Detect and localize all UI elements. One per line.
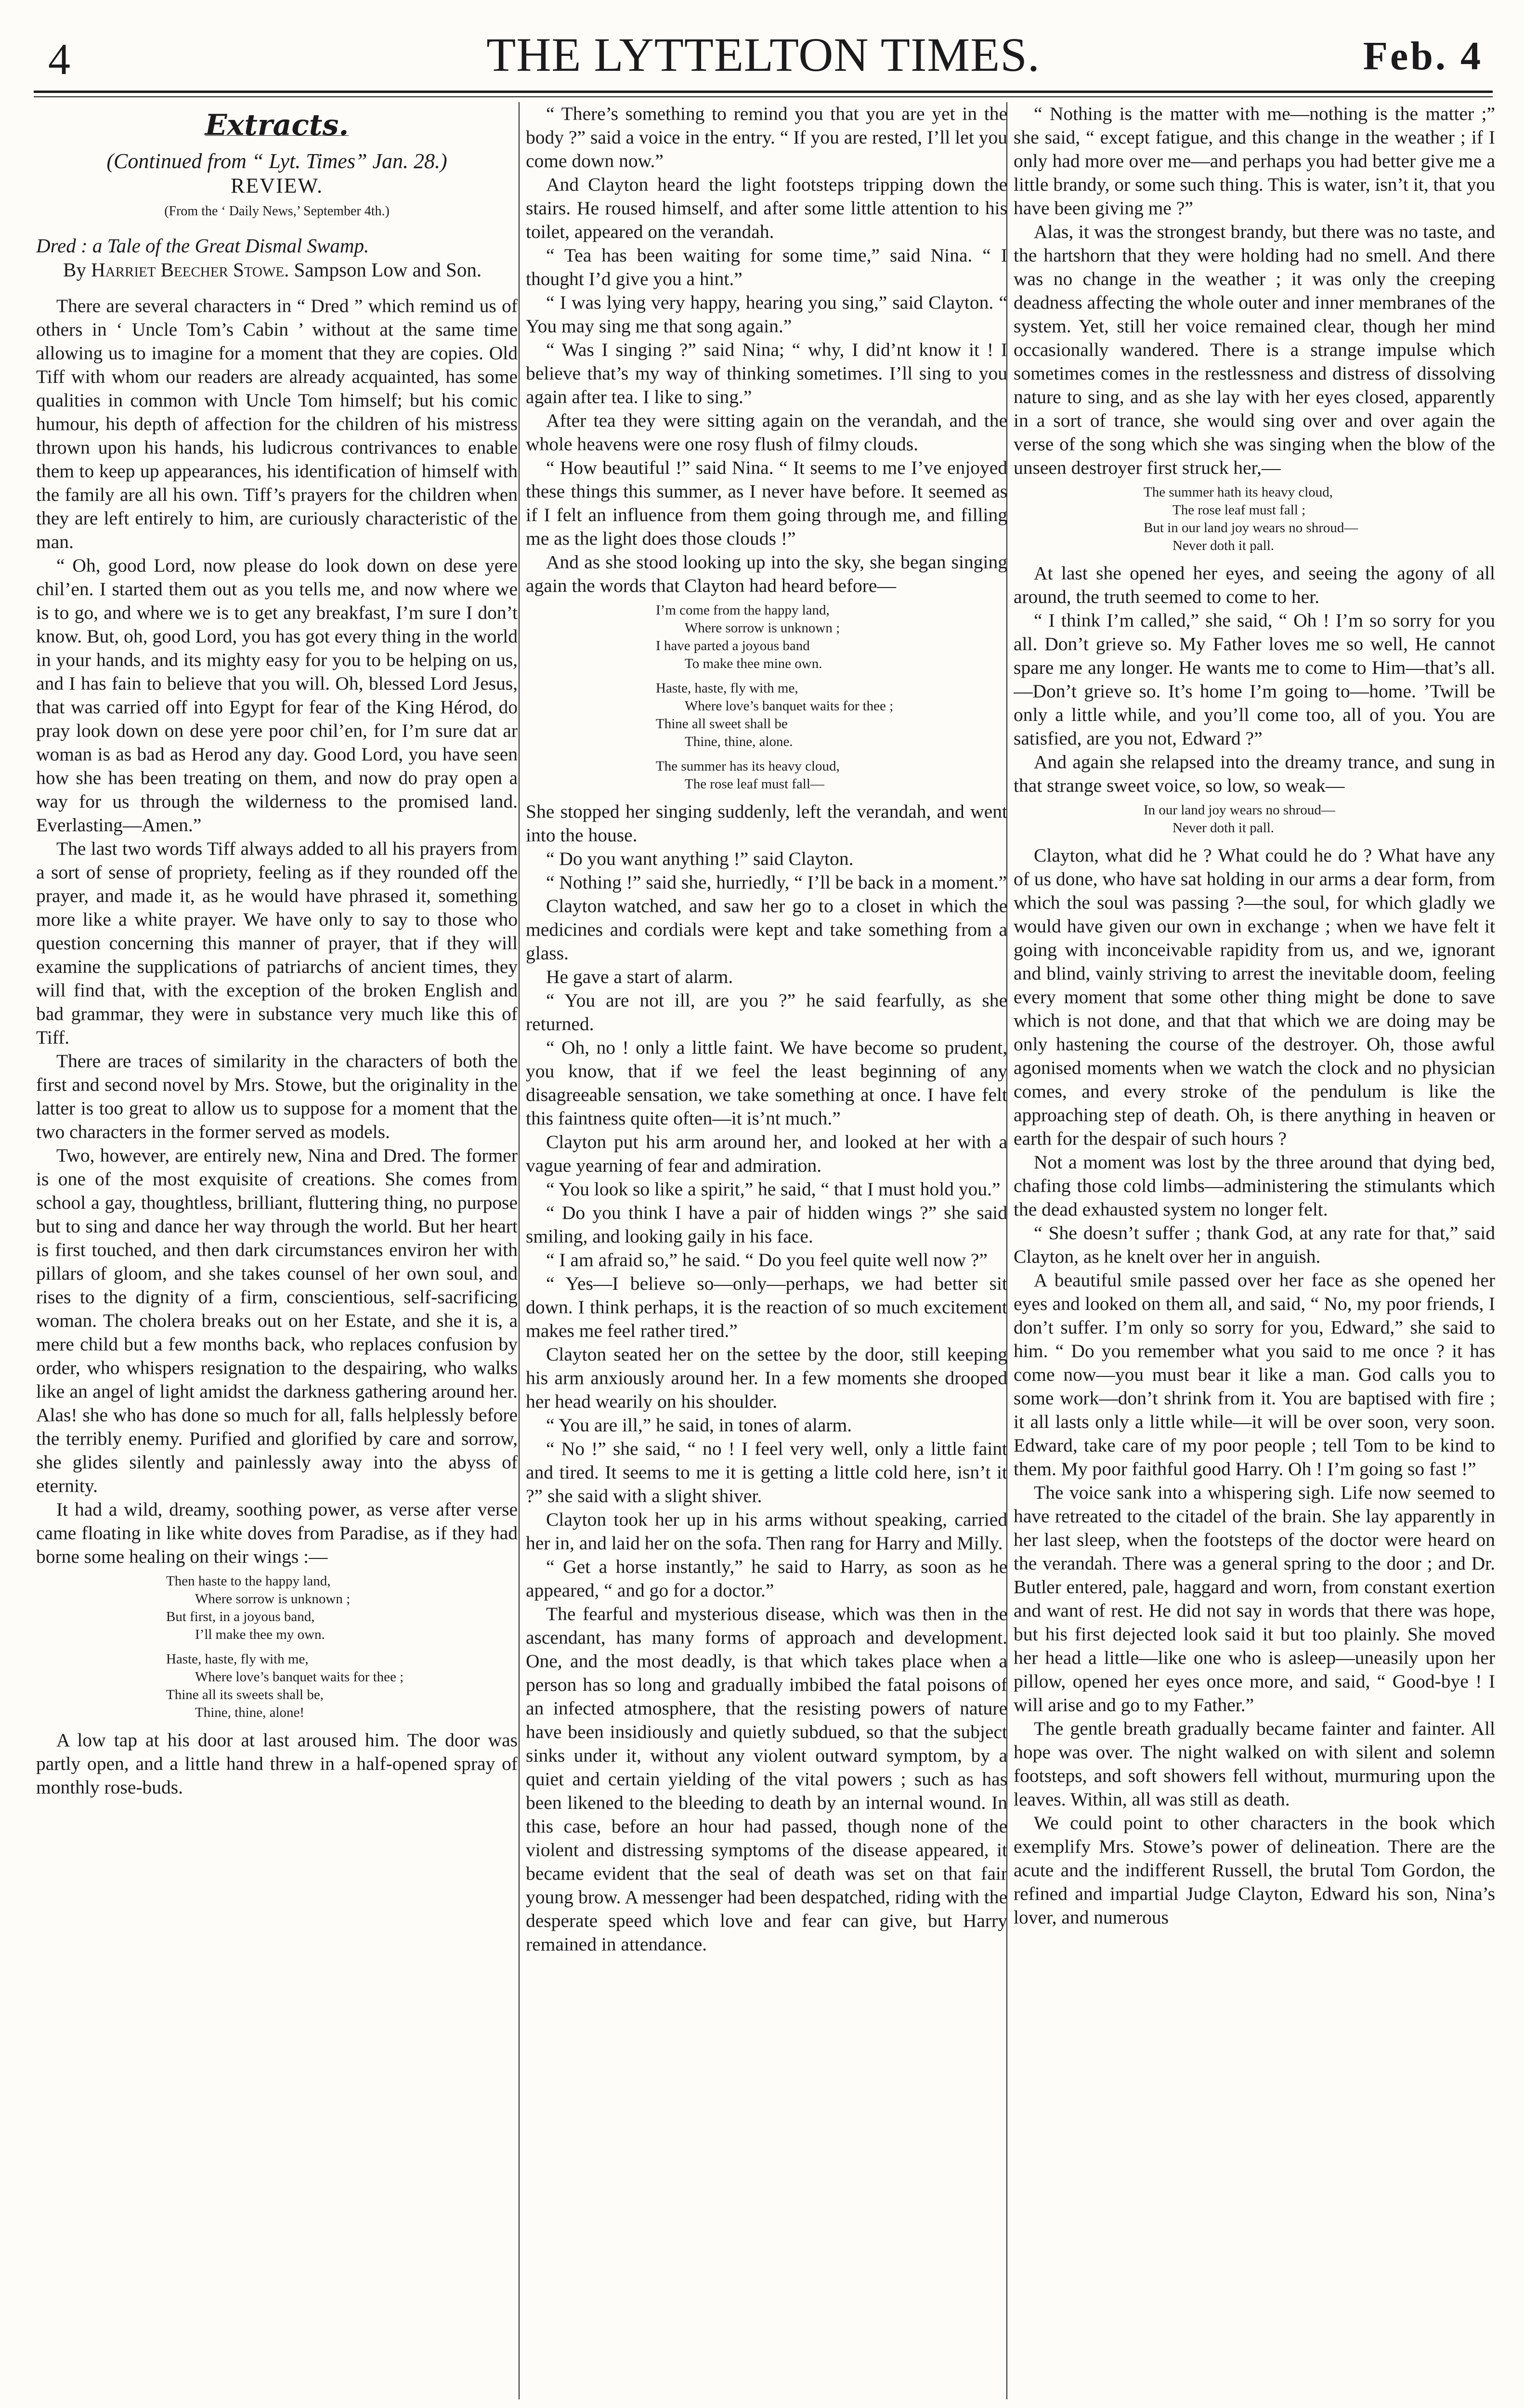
paragraph: Clayton watched, and saw her go to a closet in which the medicines and cordials were kept and take something from a glass. [526, 895, 1007, 964]
book-author: Harriet Beecher Stowe. [91, 259, 289, 281]
paragraph: Clayton, what did he ? What could he do ? What have any of us done, who have sat holding in our arms a dear form, from which the soul was passing ?—the soul, for which gladly we would have given our own in exchange ; when we have felt it going with inconceivable rapidity from us, and we, ignorant and blind, vainly striving to arrest the inevitable doom, feeling every moment that some other thing might be done to save which is not done, and that that which we are doing may be only hastening the course of the destroyer. Oh, those awful agonised moments when we watch the clock and no physician comes, and every stroke of the pendulum is like the approaching step of death. Oh, is there anything in heaven or earth for the despair of such hours ? [1014, 845, 1495, 1149]
paragraph: “ Yes—I believe so—only—perhaps, we had better sit down. I think perhaps, it is the reaction of so much excitement makes me feel rather tired.” [526, 1273, 1007, 1341]
continued-note: (Continued from “ Lyt. Times” Jan. 28.) [106, 149, 447, 173]
paragraph: There are several characters in “ Dred ” which remind us of others in ‘ Uncle Tom’s Cabin ’ without at the same time allowing us to imagine for a moment that they are copies. Old Tiff with whom our readers are already acquainted, has some qualities in common with Uncle Tom himself; but his comic humour, his depth of affection for the children of his mistress thrown upon his hands, his ludicrous contrivances to enable them to keep up appearances, his identification of himself with the family are all his own. Tiff’s prayers for the children when they are left entirely to him, are curiously characteristic of the man. [36, 295, 518, 552]
paragraph: There are traces of similarity in the characters of both the first and second novel by Mrs. Stowe, but the originality in the latter is too great to allow us to suppose for a moment that the two characters in the former served as models. [36, 1050, 518, 1142]
text-block [526, 102, 1007, 598]
paragraph: Not a moment was lost by the three around that dying bed, chafing those cold limbs—administering the stimulants which the dead exhausted system no longer felt. [1014, 1152, 1495, 1220]
poem-line: Thine, thine, alone! [195, 1705, 305, 1720]
poem-line: Where sorrow is unknown ; [195, 1591, 351, 1607]
paragraph: A low tap at his door at last aroused him. The door was partly open, and a little hand threw in a half-opened spray of monthly rose-buds. [36, 1729, 518, 1798]
text-block [1014, 844, 1495, 1929]
paragraph: Two, however, are entirely new, Nina and Dred. The former is one of the most exquisite of creations. She comes from school a gay, thoughtless, brilliant, fluttering thing, no purpose but to sing and dance her way through the world. But her heart is first touched, and then dark circumstances environ her with pillars of gloom, and she takes counsel of her own soul, and rises to the dignity of a firm, conscientious, self-sacrificing woman. The cholera breaks out on her Estate, and she it is, a mere child but a few months back, who replaces confusion by order, who whispers resignation to the despairing, who walks like an angel of light amidst the darkness gathering around her. Alas! she who has done so much for all, falls helplessly before the terribly enemy. Purified and glorified by care and sorrow, she glides silently and painlessly away into the abyss of eternity. [36, 1145, 518, 1496]
book-publisher: Sampson Low and Son. [294, 259, 482, 281]
poem-line: Where love’s banquet waits for thee ; [195, 1669, 404, 1685]
paragraph: “ You are not ill, are you ?” he said fearfully, as she returned. [526, 990, 1007, 1034]
paragraph: “ How beautiful !” said Nina. “ It seems to me I’ve enjoyed these things this summer, as I never have before. It seemed as if I felt an influence from them going through me, and filling me as the light does those clouds !” [526, 457, 1007, 549]
paragraph: The last two words Tiff always added to all his prayers from a sort of sense of propriety, feeling as if they rounded off the prayer, and made it, as he would have phrased it, something more like a white prayer. We have only to say to those who question concerning this manner of prayer, that if they will examine the supplications of patriarchs of ancient times, they will find that, with the exception of the broken English and bad grammar, they were in substance very much like this of Tiff. [36, 838, 518, 1048]
paragraph: The fearful and mysterious disease, which was then in the ascendant, has many forms of approach and development. One, and the most deadly, is that which takes place when a person has so long and gradually imbibed the fatal poisons of an infected atmosphere, that the resisting powers of nature have been insidiously and quietly subdued, so that the subject sinks under it, without any violent outward symptom, by a quiet and certain yielding of the vital powers ; such as has been likened to the bleeding to death by an internal wound. In this case, before an hour had passed, though none of the violent and distressing symptoms of the disease appeared, it became evident that the seal of death was set on that fair young brow. A messenger had been despatched, riding with the desperate speed which love and fear can give, but Harry remained in attendance. [526, 1603, 1007, 1955]
text-block [526, 800, 1007, 1956]
poem-line: The summer hath its heavy cloud, [1144, 484, 1333, 500]
paragraph: “ Was I singing ?” said Nina; “ why, I did’nt know it ! I believe that’s my way of thinking sometimes. I’ll sing to you again after tea. I like to sing.” [526, 339, 1007, 407]
poem-line: Thine all its sweets shall be, [166, 1687, 324, 1702]
poem [1014, 801, 1495, 837]
poem-line: Thine, thine, alone. [685, 734, 793, 749]
poem [36, 1572, 518, 1722]
text-block [1014, 102, 1495, 480]
poem-stanza [526, 680, 1007, 751]
paragraph: “ Nothing is the matter with me—nothing is the matter ;” she said, “ except fatigue, and this change in the weather ; if I only had more over me—and perhaps you had better give me a little brandy, or some such thing. This is water, isn’t it, that you have been giving me ?” [1014, 103, 1495, 219]
poem [1014, 484, 1495, 555]
poem-stanza [526, 602, 1007, 673]
masthead [34, 24, 1493, 96]
paragraph: The voice sank into a whispering sigh. Life now seemed to have retreated to the citadel of the brain. She lay apparently in her last sleep, when the footsteps of the doctor were heard on the verandah. There was a general spring to the door ; and Dr. Butler entered, pale, haggard and worn, from constant exertion and want of rest. He did not say in words that there was hope, but his first dejected look said it but too plainly. She moved her head a little—like one who is asleep—uneasily upon her pillow, opened her eyes once more, and said, “ Good-bye ! I will arise and go to my Father.” [1014, 1482, 1495, 1715]
poem-line: Where sorrow is unknown ; [685, 620, 840, 636]
text-block [1014, 562, 1495, 798]
review-label: REVIEW. [230, 174, 324, 197]
paragraph: “ Do you want anything !” said Clayton. [546, 848, 854, 869]
paragraph: After tea they were sitting again on the verandah, and the whole heavens were one rosy flush of filmy clouds. [526, 410, 1007, 455]
paragraph: “ I think I’m called,” she said, “ Oh ! I’m so sorry for you all. Don’t grieve so. My Father loves me so well, He cannot spare me any longer. He wants me to come to Him—that’s all.—Don’t grieve so. It’s home I’m going to—home. ’Twill be only a little while, and you’ll come too, all of you. You are satisfied, are you not, Edward ?” [1014, 610, 1495, 749]
poem-line: To make thee mine own. [685, 656, 822, 671]
paragraph: Clayton took her up in his arms without speaking, carried her in, and laid her on the sofa. Then rang for Harry and Milly. [526, 1509, 1007, 1554]
column-1 [36, 102, 518, 2404]
paragraph: He gave a start of alarm. [546, 966, 733, 987]
poem-stanza [36, 1572, 518, 1644]
poem-line: Never doth it pall. [1172, 820, 1275, 836]
poem-line: Thine all sweet shall be [656, 716, 788, 732]
paragraph: “ Do you think I have a pair of hidden wings ?” she said smiling, and looking gaily in his face. [526, 1202, 1007, 1247]
poem-line: I have parted a joyous band [656, 638, 810, 654]
poem-line: The rose leaf must fall ; [1172, 502, 1306, 518]
paragraph: “ I am afraid so,” he said. “ Do you feel quite well now ?” [546, 1249, 988, 1270]
paragraph: It had a wild, dreamy, soothing power, as verse after verse came floating in like white doves from Paradise, as if they had borne some healing on their wings :— [36, 1499, 518, 1567]
poem-stanza [1014, 484, 1495, 555]
column-3 [1014, 102, 1495, 2404]
paragraph: At last she opened her eyes, and seeing the agony of all around, the truth seemed to come to her. [1014, 563, 1495, 607]
paragraph: And as she stood looking up into the sky, she began singing again the words that Clayton had heard before— [526, 551, 1007, 596]
paragraph: “ She doesn’t suffer ; thank God, at any rate for that,” said Clayton, as he knelt over her in anguish. [1014, 1222, 1495, 1267]
issue-date: Feb. 4 [1363, 34, 1483, 79]
paragraph: “ You look so like a spirit,” he said, “ that I must hold you.” [546, 1178, 1001, 1200]
book-by: By [63, 259, 86, 281]
paragraph: “ I was lying very happy, hearing you sing,” said Clayton. “ You may sing me that song again.” [526, 292, 1007, 337]
poem [526, 602, 1007, 793]
page-number: 4 [48, 35, 70, 84]
text-block [36, 294, 518, 1569]
poem-line: Where love’s banquet waits for thee ; [685, 698, 894, 714]
source-note: (From the ‘ Daily News,’ September 4th.) [164, 204, 390, 219]
poem-stanza [526, 758, 1007, 793]
paragraph: “ Get a horse instantly,” he said to Harry, as soon as he appeared, “ and go for a doctor.” [526, 1556, 1007, 1601]
paragraph: “ There’s something to remind you that you are yet in the body ?” said a voice in the entry. “ If you are rested, I’ll let you come down now.” [526, 103, 1007, 171]
paragraph: We could point to other characters in the book which exemplify Mrs. Stowe’s power of delineation. There are the acute and the indifferent Russell, the brutal Tom Gordon, the refined and impartial Judge Clayton, Edward his son, Nina’s lover, and numerous [1014, 1812, 1495, 1928]
text-block [36, 1728, 518, 1799]
paragraph: “ No !” she said, “ no ! I feel very well, only a little faint and tired. It seems to me it is getting a little cold here, isn’t it ?” she said with a slight shiver. [526, 1438, 1007, 1506]
paragraph: And Clayton heard the light footsteps tripping down the stairs. He roused himself, and after some little attention to his toilet, appeared on the verandah. [526, 174, 1007, 242]
poem-stanza [1014, 801, 1495, 837]
poem-stanza [36, 1650, 518, 1722]
paragraph: She stopped her singing suddenly, left the verandah, and went into the house. [526, 801, 1007, 846]
paragraph: Alas, it was the strongest brandy, but there was no taste, and the hartshorn that they were holding had no smell. And there was no change in the weather ; it was only the creeping deadness affecting the whole outer and inner membranes of the system. Yet, still her voice remained clear, though her mind occasionally wandered. There is a strange impulse which sometimes comes in the restlessness and distress of dissolving nature to sing, and as she lay with her eyes closed, apparently in a sort of trance, she would sing over and over again the verse of the song which she was singing when the blow of the unseen destroyer first struck her,— [1014, 221, 1495, 478]
paragraph: A beautiful smile passed over her face as she opened her eyes and looked on them all, and said, “ No, my poor friends, I don’t suffer. I’m only so sorry for you, Edward,” she said to him. “ Do you remember what you said to me once ? it has come now—you must bear it like a man. God calls you to some work—don’t shrink from it. You are baptised with fire ; it all lasts only a little while—it will be over soon, very soon. Edward, take care of my poor people ; tell Tom to be kind to them. My poor faithful good Harry. Oh ! I’m going so fast !” [1014, 1269, 1495, 1479]
paragraph: Clayton put his arm around her, and looked at her with a vague yearning of fear and admiration. [526, 1131, 1007, 1176]
poem-line: Never doth it pall. [1172, 538, 1275, 553]
poem-line: Haste, haste, fly with me, [166, 1651, 309, 1667]
poem-line: Haste, haste, fly with me, [656, 681, 798, 696]
paragraph: “ Nothing !” said she, hurriedly, “ I’ll be back in a moment.” [546, 872, 1007, 893]
paragraph: Clayton seated her on the settee by the door, still keeping his arm anxiously around her. In a few moments she drooped her head wearily on his shoulder. [526, 1344, 1007, 1412]
masthead-rule [34, 91, 1493, 93]
poem-line: The summer has its heavy cloud, [656, 759, 840, 774]
paragraph: “ Tea has been waiting for some time,” said Nina. “ I thought I’d give you a hint.” [526, 245, 1007, 289]
masthead-rule-thin [34, 96, 1493, 97]
newspaper-title: THE LYTTELTON TIMES. [486, 28, 1040, 81]
book-title: Dred : a Tale of the Great Dismal Swamp. [36, 235, 369, 257]
paragraph: And again she relapsed into the dreamy trance, and sung in that strange sweet voice, so low, so weak— [1014, 751, 1495, 796]
poem-line: The rose leaf must fall— [685, 776, 824, 792]
poem-line: In our land joy wears no shroud— [1144, 802, 1335, 818]
column-divider [519, 102, 520, 2399]
poem-line: Then haste to the happy land, [166, 1573, 331, 1589]
poem-line: I’ll make thee my own. [195, 1627, 325, 1642]
paragraph: “ Oh, no ! only a little faint. We have become so prudent, you know, that if we feel the least beginning of any disagreeable sensation, we take something at once. I have felt this faintness quite often—it is’nt much.” [526, 1037, 1007, 1129]
section-heading: Extracts. [205, 108, 349, 142]
poem-line: But first, in a joyous band, [166, 1609, 315, 1624]
poem-line: I’m come from the happy land, [656, 602, 830, 618]
paragraph: “ Oh, good Lord, now please do look down on dese yere chil’en. I started them out as you tells me, and now where we is to go, and where we is to get any breakfast, I’m sure I don’t know. But, oh, good Lord, you has got every thing in the world in your hands, and its mighty easy for you to be helping on us, and I has fain to believe that you will. Oh, blessed Lord Jesus, that was carried off into Egypt for fear of the King Hérod, do pray look down on dese yere poor chil’en, for I’m sure dat ar woman is as bad as Herod any day. Good Lord, you have seen how she has been treating on them, and now do pray open a way for us through the wilderness to the promised land. Everlasting—Amen.” [36, 555, 518, 836]
column-2 [526, 102, 1007, 2404]
paragraph: The gentle breath gradually became fainter and fainter. All hope was over. The night walked on with silent and solemn footsteps, and soft showers fell without, murmuring upon the leaves. Within, all was still as death. [1014, 1718, 1495, 1810]
paragraph: “ You are ill,” he said, in tones of alarm. [546, 1414, 852, 1436]
poem-line: But in our land joy wears no shroud— [1144, 520, 1358, 536]
book-citation [36, 234, 518, 282]
